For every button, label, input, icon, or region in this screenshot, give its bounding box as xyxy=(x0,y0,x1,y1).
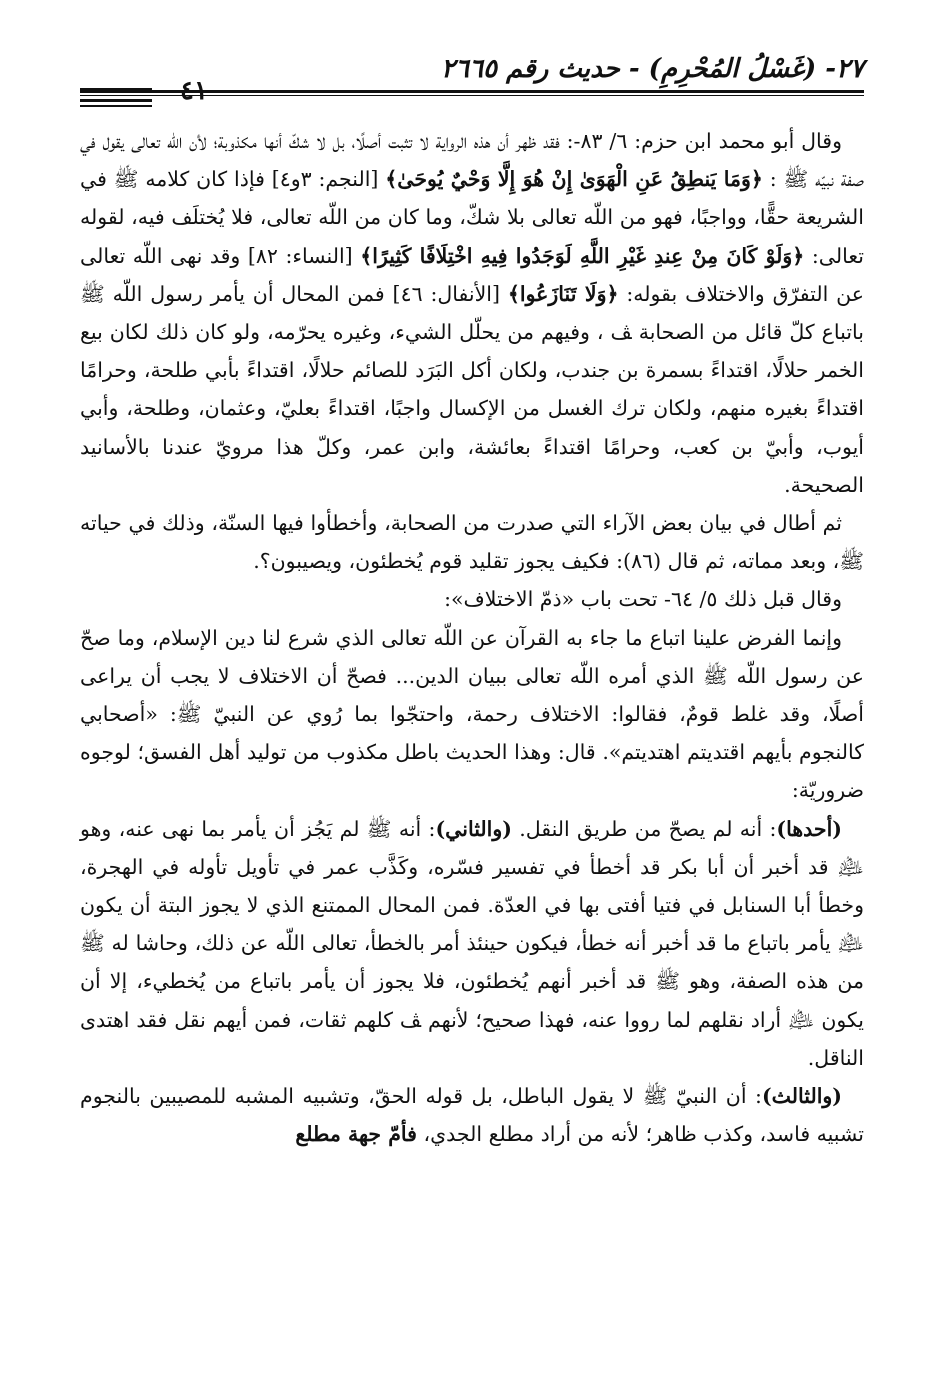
header-rule xyxy=(80,90,864,93)
text-segment: : أنه ﷺ لم يَجُز أن يأمر بما نهى عنه، وهو ﵇ قد أخبر أن أبا بكر قد أخطأ في تفسير فسّره، وكَذَّب عمر في تأويل تأوله في الهجرة، وخطأ أبا السنابل في فتيا أفتى بها في العدّة. فمن المحال الممتنع الذي لا يجوز البتة أن يكون ﵇ يأمر باتباع ما قد أخبر أنه خطأ، فيكون حينئذ أمر بالخطأ، تعالى اللّه عن ذلك، وحاشا له ﷺ من هذه الصفة، وهو ﷺ قد أخبر أنهم يُخطئون، فلا يجوز أن يأمر باتباع من يُخطيء، إلا أن يكون ﵇ أراد نقلهم لما رووا عنه، فهذا صحيح؛ لأنهم ﭫ كلهم ثقات، فمن أيهم نقل فقد اهتدى الناقل. xyxy=(80,816,864,1070)
text-segment: [النساء: ٨٢] وقد نهى اللّه تعالى عن التفرّق والاختلاف بقوله: xyxy=(80,243,865,306)
text-segment: : أن النبيّ ﷺ لا يقول الباطل، بل قوله الحقّ، وتشبيه المشبه للمصيبين بالنجوم تشبيه فاسد، وكذب ظاهر؛ لأنه من أراد مطلع الجدي، xyxy=(80,1084,864,1147)
header-rule-thin xyxy=(80,95,864,96)
reason-label: (والثالث) xyxy=(761,1084,842,1109)
reason-label: (أحدها) xyxy=(776,816,842,841)
paragraph: وإنما الفرض علينا اتباع ما جاء به القرآن عن اللّه تعالى الذي شرع لنا دين الإسلام، وما صحّ عن رسول اللّه ﷺ الذي أمره اللّه تعالى ببيان الدين... فصحّ أن الاختلاف لا يجب أن يراعى أصلًا، وقد غلط قومٌ، فقالوا: الاختلاف رحمة، واحتجّوا بما رُوي عن النبيّ ﷺ: «أصحابي كالنجوم بأيهم اقتديتم اهتديتم». قال: وهذا الحديث باطل مكذوب من توليد أهل الفسق؛ لوجوه ضروريّة: xyxy=(80,625,864,803)
quran-verse: ﴿وَلَوْ كَانَ مِنْ عِندِ غَيْرِ اللَّهِ لَوَجَدُوا فِيهِ اخْتِلَافًا كَثِيرًا﴾ xyxy=(360,243,805,268)
text-segment: [الأنفال: ٤٦] فمن المحال أن يأمر رسول اللّه ﷺ باتباع كلّ قائل من الصحابة ﭫ ، وفيهم من يحلّل الشيء، وغيره يحرّمه، ولو كان ذلك لكان بيع الخمر حلالًا، اقتداءً بسمرة بن جندب، ولكان أكل البَرَد للصائم حلالًا، اقتداءً بأبي طلحة، وحرامًا اقتداءً بغيره منهم، ولكان ترك الغسل من الإكسال واجبًا، اقتداءً بعليّ، وعثمان، وطلحة، وأبي أيوب، وأبيّ بن كعب، وحرامًا اقتداءً بعائشة، وابن عمر، وكلّ هذا مرويّ عندنا بالأسانيد الصحيحة. xyxy=(80,281,864,497)
paragraph-ibn-hazm-quote xyxy=(80,122,864,504)
text-segment-bold: فأمّ جهة مطلع xyxy=(295,1122,417,1147)
quran-verse: ﴿وَلَا تَنَازَعُوا﴾ xyxy=(507,281,619,306)
text-segment: : أنه لم يصحّ من طريق النقل. xyxy=(511,816,777,841)
page-number-rule xyxy=(80,88,152,91)
page-number-rule xyxy=(80,105,152,107)
text-segment: [النجم: ٣و٤] فإذا كان كلامه ﷺ في الشريعة حقًّا، وواجبًا، فهو من اللّه تعالى بلا شكّ، وما كان من اللّه تعالى، فلا يُختلَف فيه، لقوله تعالى: xyxy=(80,167,864,268)
quran-verse: ﴿وَمَا يَنطِقُ عَنِ الْهَوَىٰ إِنْ هُوَ إِلَّا وَحْيٌ يُوحَىٰ﴾ xyxy=(385,167,763,192)
page-number-rule xyxy=(80,99,152,102)
text-segment: وقال أبو محمد ابن حزم: ٦/ ٨٣-: فقد ظهر أن هذه الرواية لا تثبت أصلًا، بل لا شكّ أنها مكذوبة؛ لأن اللّه تعالى يقول في صفة نبيّه ﷺ : xyxy=(80,129,864,192)
paragraph-reasons xyxy=(80,810,864,1077)
body-text xyxy=(80,122,864,1153)
reason-label: (والثاني) xyxy=(435,816,512,841)
paragraph: وقال قبل ذلك ٥/ ٦٤- تحت باب «ذمّ الاختلاف»: xyxy=(444,587,842,612)
paragraph-third-reason xyxy=(80,1077,864,1153)
paragraph: ثم أطال في بيان بعض الآراء التي صدرت من الصحابة، وأخطأوا فيها السنّة، وذلك في حياته ﷺ، وبعد مماته، ثم قال (٨٦): فكيف يجوز تقليد قوم يُخطئون، ويصيبون؟. xyxy=(80,511,864,574)
page-header xyxy=(80,46,864,106)
running-head: ٢٧- (غَسْلُ المُحْرِمِ) - حديث رقم ٢٦٦٥ xyxy=(441,54,864,84)
